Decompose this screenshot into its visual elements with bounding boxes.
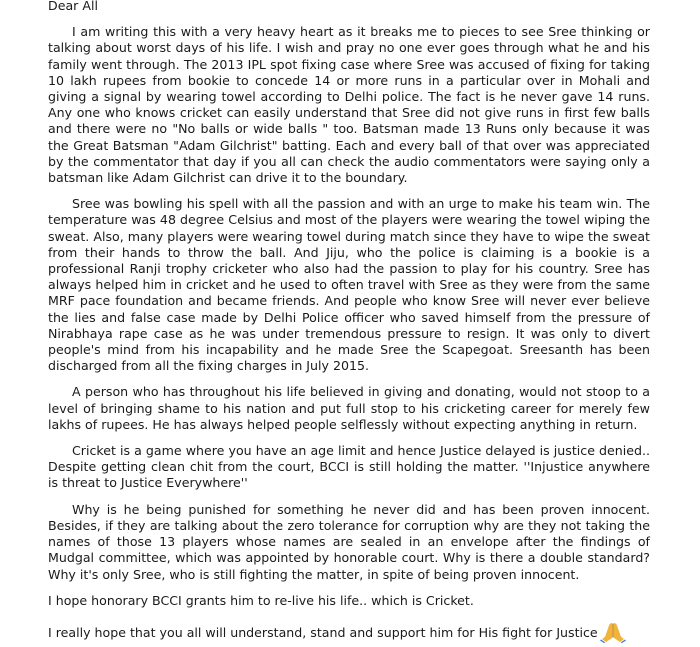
paragraph-2: Sree was bowling his spell with all the passion and with an urge to make his team win. The temperature was 48 degree Celsius and most of the players were wearing the towel wiping the sweat. Also, many players were wearing towel during match since they have to wipe the sweat from their hands to throw the ball. And Jiju, who the police is claiming is a bookie is a professional Ranji trophy cricketer who also had the passion to play for his country. Sree has always helped him in cricket and he used to often travel with Sree as they were from the same MRF pace foundation and became friends. And people who know Sree will never ever believe the lies and false case made by Delhi Police officer who saved himself from the pressure of Nirabhaya rape case as he was under tremendous pressure to resign. It was only to divert people's mind from his incapability and he made Sree the Scapegoat. Sreesanth has been discharged from all the fixing charges in July 2015. [48,196,650,374]
letter-body [48,0,650,643]
paragraph-3: A person who has throughout his life believed in giving and donating, would not stoop to a level of bringing shame to his nation and put full stop to his cricketing career for merely few lakhs of rupees. He has always helped people selflessly without expecting anything in return. [48,384,650,432]
closing-line [48,621,650,643]
paragraph-4: Cricket is a game where you have an age limit and hence Justice delayed is justice denied.. Despite getting clean chit from the court, BCCI is still holding the matter. ''Injustice anywhere is threat to Justice Everywhere'' [48,443,650,491]
hope-line: I hope honorary BCCI grants him to re-live his life.. which is Cricket. [48,592,474,608]
paragraph-5: Why is he being punished for something he never did and has been proven innocent. Besides, if they are talking about the zero tolerance for corruption why are they not taking the names of those 13 players whose names are sealed in an envelope after the findings of Mudgal committee, which was appointed by honorable court. Why is there a double standard? Why it's only Sree, who is still fighting the matter, in spite of being proven innocent. [48,501,650,582]
paragraph-1: I am writing this with a very heavy heart as it breaks me to pieces to see Sree thinking or talking about worst days of his life. I wish and pray no one ever goes through what he and his family went through. The 2013 IPL spot fixing case where Sree was accused of fixing for taking 10 lakh rupees from bookie to concede 14 or more runs in a particular over in Mohali and giving a signal by wearing towel according to Delhi police. The fact is he never gave 14 runs. Any one who knows cricket can easily understand that Sree did not give runs in first few balls and there were no "No balls or wide balls " too. Batsman made 13 Runs only because it was the Great Batsman "Adam Gilchrist" batting. Each and every ball of that over was appreciated by the commentator that day if you all can check the audio commentators were saying only a batsman like Adam Gilchrist can drive it to the boundary. [48,24,650,186]
closing-line-text: I really hope that you all will understand, stand and support him for His fight for Justice [48,624,598,640]
folded-hands-icon [600,621,626,643]
greeting: Dear All [48,0,98,13]
